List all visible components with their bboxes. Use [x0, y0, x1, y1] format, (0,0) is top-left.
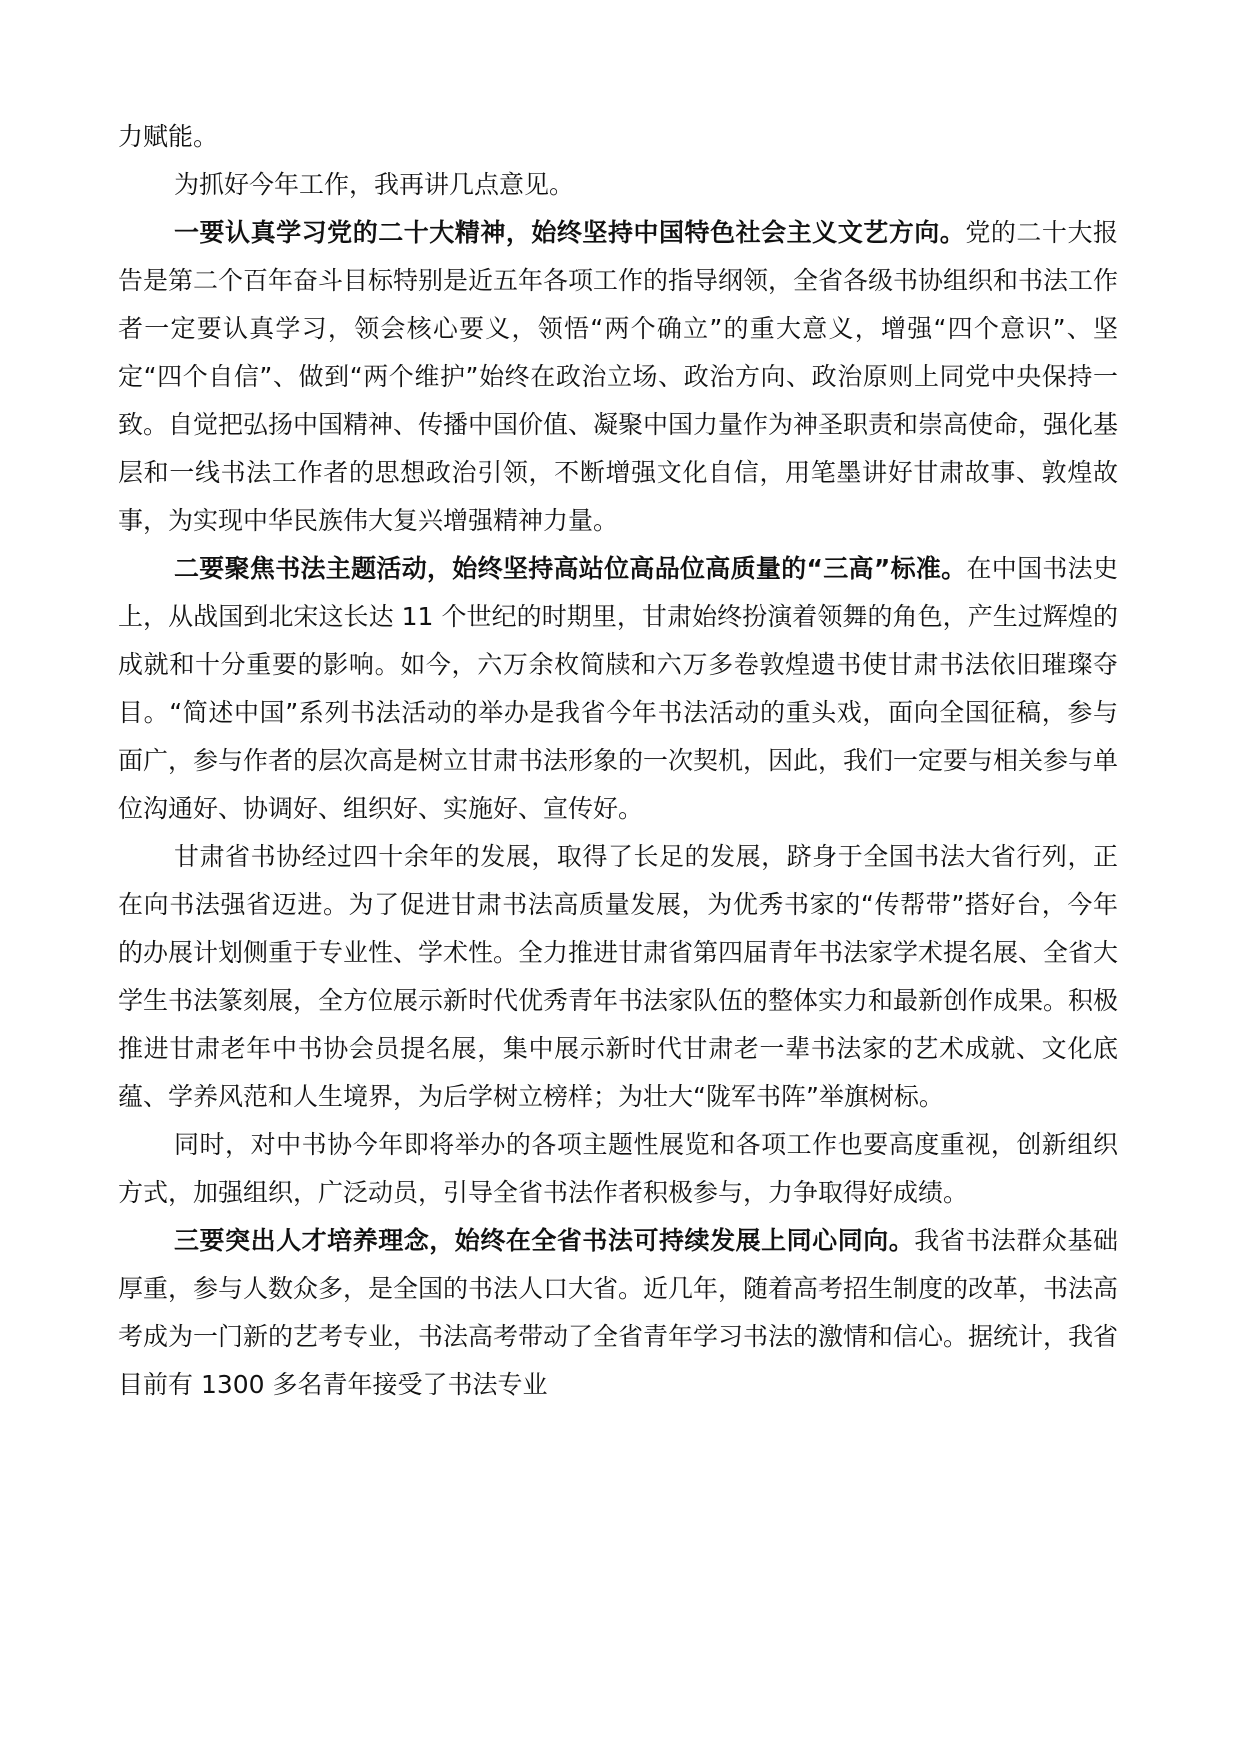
paragraph-text: 甘肃省书协经过四十余年的发展，取得了长足的发展，跻身于全国书法大省行列，正在向书法强省迈进。为了促进甘肃书法高质量发展，为优秀书家的“传帮带”搭好台，今年的办展计划侧重于专业性、学术性。全力推进甘肃省第四届青年书法家学术提名展、全省大学生书法篆刻展，全方位展示新时代优秀青年书法家队伍的整体实力和最新创作成果。积极推进甘肃老年中书协会员提名展，集中展示新时代甘肃老一辈书法家的艺术成就、文化底蕴、学养风范和人生境界，为后学树立榜样；为壮大“陇军书阵”举旗树标。	[118, 842, 1119, 1111]
paragraph-continuation	[118, 113, 1118, 161]
paragraph-national-exhibitions	[118, 1121, 1118, 1217]
paragraph-point-three	[118, 1217, 1118, 1409]
document-page	[118, 113, 1118, 1409]
paragraph-text: 同时，对中书协今年即将举办的各项主题性展览和各项工作也要高度重视，创新组织方式，加强组织，广泛动员，引导全省书法作者积极参与，力争取得好成绩。	[118, 1130, 1118, 1207]
paragraph-intro	[118, 161, 1118, 209]
paragraph-heading: 二要聚焦书法主题活动，始终坚持高站位高品位高质量的“三高”标准。	[174, 554, 967, 583]
paragraph-text: 力赋能。	[118, 122, 219, 151]
paragraph-text: 在中国书法史上，从战国到北宋这长达 11 个世纪的时期里，甘肃始终扮演着领舞的角色，产生过辉煌的成就和十分重要的影响。如今，六万余枚简牍和六万多卷敦煌遗书使甘肃书法依旧璀璨夺目。“简述中国”系列书法活动的举办是我省今年书法活动的重头戏，面向全国征稿，参与面广，参与作者的层次高是树立甘肃书法形象的一次契机，因此，我们一定要与相关参与单位沟通好、协调好、组织好、实施好、宣传好。	[118, 554, 1119, 823]
paragraph-text: 为抓好今年工作，我再讲几点意见。	[174, 170, 575, 199]
paragraph-point-two	[118, 545, 1118, 833]
paragraph-heading: 三要突出人才培养理念，始终在全省书法可持续发展上同心同向。	[174, 1226, 915, 1255]
paragraph-point-one	[118, 209, 1118, 545]
paragraph-text: 党的二十大报告是第二个百年奋斗目标特别是近五年各项工作的指导纲领，全省各级书协组织和书法工作者一定要认真学习，领会核心要义，领悟“两个确立”的重大意义，增强“四个意识”、坚定“四个自信”、做到“两个维护”始终在政治立场、政治方向、政治原则上同党中央保持一致。自觉把弘扬中国精神、传播中国价值、凝聚中国力量作为神圣职责和崇高使命，强化基层和一线书法工作者的思想政治引领，不断增强文化自信，用笔墨讲好甘肃故事、敦煌故事，为实现中华民族伟大复兴增强精神力量。	[118, 218, 1119, 535]
paragraph-text: 我省书法群众基础厚重，参与人数众多，是全国的书法人口大省。近几年，随着高考招生制度的改革，书法高考成为一门新的艺考专业，书法高考带动了全省青年学习书法的激情和信心。据统计，我省目前有 1300 多名青年接受了书法专业	[118, 1226, 1119, 1399]
paragraph-heading: 一要认真学习党的二十大精神，始终坚持中国特色社会主义文艺方向。	[174, 218, 966, 247]
paragraph-development	[118, 833, 1118, 1121]
